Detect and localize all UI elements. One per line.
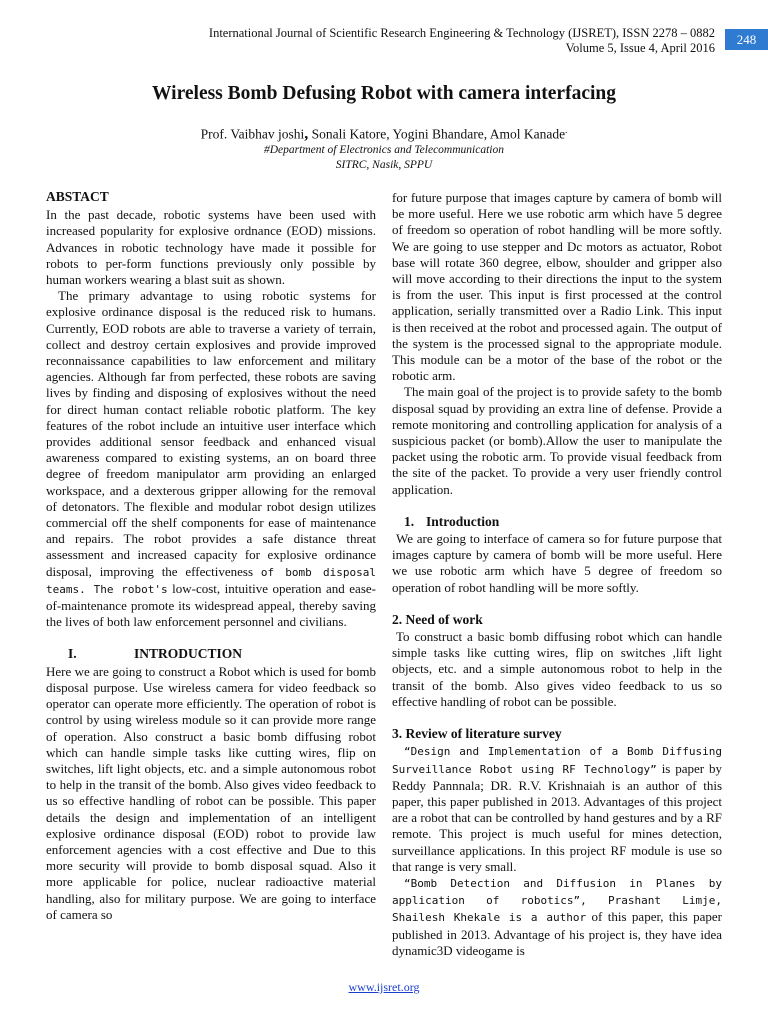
s3-p1-tail: is paper by Reddy Pannnala; DR. R.V. Krishnaiah is an author of this paper, this paper published in 2013. Advantages of this project are a robot that can be controlled by hand gestures and by a RF remote. This project is much useful for mines detection, surveillance applications. In this project RF module is use so that range is very small. bbox=[392, 760, 722, 874]
section-1-title: Introduction bbox=[426, 513, 500, 529]
volume-header-line: Volume 5, Issue 4, April 2016 bbox=[565, 41, 715, 55]
first-author: Prof. Vaibhav joshi bbox=[200, 126, 305, 142]
author-trail: . bbox=[565, 125, 568, 135]
continued-paragraph-2: The main goal of the project is to provide safety to the bomb disposal squad by providing an extra line of defense. Provide a remote monitoring and controlling application for analysis of a suspicious packet (or bomb).Allow the user to manipulate the packet using the robotic arm. To provide visual feedback from the site of the packet. To provide a very user friendly control application. bbox=[392, 384, 722, 497]
s3-p1-mono: “Design and Implementation of a Bomb Diffusing Surveillance Robot using RF Technology” bbox=[392, 745, 722, 776]
section-1-paragraph: We are going to interface of camera so for future purpose that images capture by camera of bomb will be more useful. Here we use robotic arm which have 5 degree of freedom so operation of robot handling will be more softly. bbox=[392, 531, 722, 595]
section-1-heading bbox=[392, 514, 722, 530]
page-number-badge: 248 bbox=[725, 29, 768, 50]
section-3-heading: 3. Review of literature survey bbox=[392, 726, 562, 742]
paper-title: Wireless Bomb Defusing Robot with camera interfacing bbox=[152, 83, 616, 104]
abstract-p2-mono: of bomb disposal teams. The robot's bbox=[46, 565, 376, 596]
section-2-paragraph: To construct a basic bomb diffusing robot which can handle simple tasks like cutting wires, flip on switches ,lift light objects, etc. and a simple autonomous robot to help in the transit of the bomb. Also gives video feedback to us so effective handling of robot can be possible. bbox=[392, 629, 722, 709]
abstract-p2-tail: low-cost, intuitive operation and ease-of-maintenance promote its widespread appeal, thereby saving the lives of both law enforcement personnel and civilians. bbox=[46, 580, 376, 630]
footer-link[interactable]: www.ijsret.org bbox=[348, 980, 420, 994]
section-2-heading: 2. Need of work bbox=[392, 611, 483, 627]
abstract-paragraph-1: In the past decade, robotic systems have been used with increased popularity for explosive ordnance (EOD) missions. Advances in robotic technology have made it possible for robots to per-form functions previously only possible by human workers wearing a blast suit as shown. bbox=[46, 207, 376, 288]
abstract-p2-text: The primary advantage to using robotic systems for explosive ordinance disposal is the reduced risk to humans. Currently, EOD robots are able to traverse a variety of terrain, collect and destroy certain explosives and provide improved reconnaissance capabilities to law enforcement and military agencies. Although far from perfected, these robots are saving lives by finding and disposing of explosives without the need for direct human contact reliable robotic platform. The key features of the robot include an intuitive user interface which provides additional sensor feedback and enhanced visual awareness compared to existing systems, an on board three degree of freedom manipulator arm providing an enlarged workspace, and a dexterous gripper allowing for the removal of detonators. The flexible and modular robot design utilizes commercial off the shelf components for ease of maintenance and repairs. The robot provides a safe distance threat assessment and increased capacity for explosive ordinance disposal, improving the effectiveness bbox=[46, 288, 376, 579]
intro-title: INTRODUCTION bbox=[134, 646, 243, 662]
journal-header-line: International Journal of Scientific Research Engineering & Technology (IJSRET), ISSN 2278 – 0882 bbox=[208, 26, 715, 40]
s3-p2-tail: of this paper, this paper published in 2013. Advantage of his project is, they have idea dynamic3D videogame is bbox=[392, 909, 722, 958]
introduction-paragraph: Here we are going to construct a Robot which is used for bomb disposal purpose. Use wireless camera for video feedback so operator can operate more efficiently. The operation of robot is control by using wireless module so it can provide more range of operation. Also construct a basic bomb diffusing robot which can handle simple tasks like cutting wires, flip on switches, lift light objects, etc. and a simple autonomous robot to help in the transit of the bomb. Also gives video feedback to us so effective handling of robot can be possible. This paper details the design and implementation of an intelligent explosive ordinance disposal (EOD) robot to provide law enforcement agencies with a cost effective and Due to this more security will provide to bomb disposal squad. Also it more applicable for police, nuclear radioactive material handling, also for military purpose. We are going to interface of camera so bbox=[46, 663, 376, 922]
author-list bbox=[0, 125, 768, 144]
introduction-heading bbox=[46, 646, 376, 662]
affiliation-institute: SITRC, Nasik, SPPU bbox=[335, 159, 433, 171]
intro-number: I. bbox=[68, 646, 77, 662]
footer bbox=[0, 980, 768, 995]
continued-paragraph-1: for future purpose that images capture by camera of bomb will be more useful. Here we use robotic arm which have 5 degree of freedom so operation of robot handling will be more softly. We are going to use stepper and Dc motors as actuator, Robot base will rotate 360 degree, elbow, shoulder and gripper also will move according to their directions the input to the system is from the user. This input is first processed at the control application, serially transmitted over a Radio Link. This input is then received at the robot and processed again. The output of the system is the processed signal to the appropriate module. This module can be a motor of the base of the robot or the robotic arm. bbox=[392, 190, 722, 384]
other-authors: Sonali Katore, Yogini Bhandare, Amol Kanade bbox=[308, 126, 566, 142]
abstract-heading: ABSTACT bbox=[46, 189, 109, 204]
left-column bbox=[46, 189, 376, 923]
affiliation-department: #Department of Electronics and Telecommunication bbox=[264, 144, 504, 156]
section-1-number: 1. bbox=[404, 513, 415, 529]
right-column bbox=[392, 190, 722, 959]
author-separator: , bbox=[304, 125, 309, 143]
section-3-paragraph-2 bbox=[392, 875, 722, 959]
s3-p2-mono: “Bomb Detection and Diffusion in Planes by application of robotics”, Prashant Limje, Shailesh Khekale is a author bbox=[392, 876, 722, 925]
abstract-paragraph-2 bbox=[46, 288, 376, 630]
section-3-paragraph-1 bbox=[392, 743, 722, 875]
